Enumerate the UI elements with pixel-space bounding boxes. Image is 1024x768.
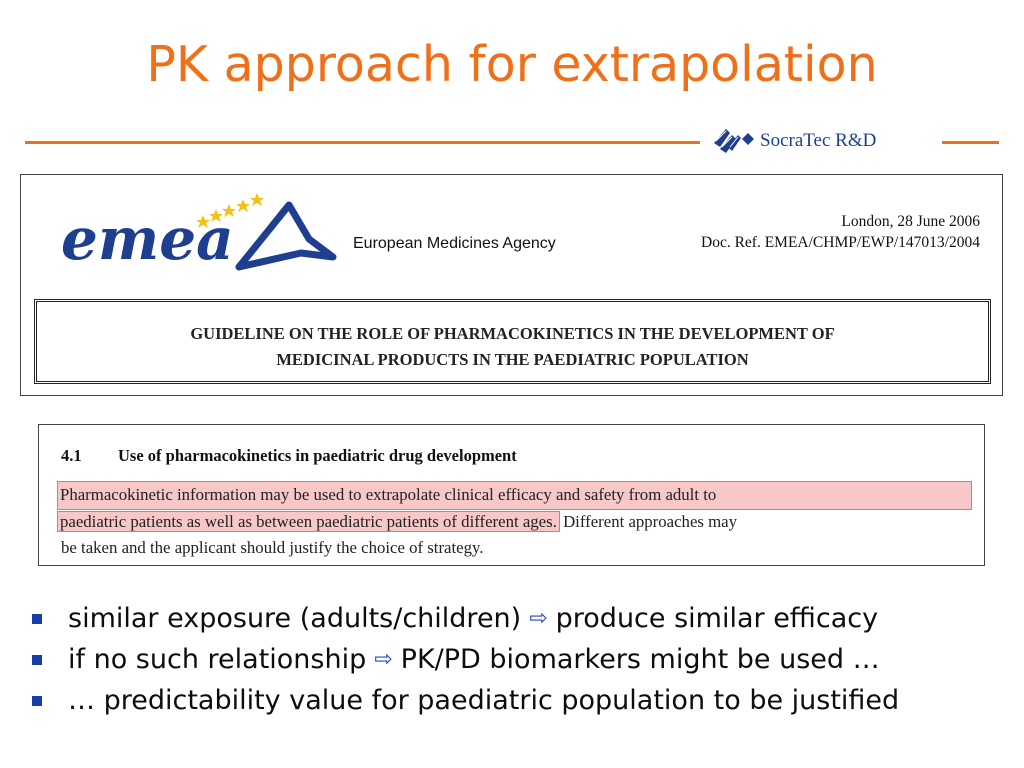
bullet-list	[32, 598, 899, 721]
emea-logo	[61, 187, 356, 287]
guideline-title	[37, 321, 988, 373]
location-date: London, 28 June 2006	[841, 213, 980, 230]
agency-name: European Medicines Agency	[353, 235, 556, 252]
header-rule-left	[25, 141, 700, 144]
socratec-logo-icon	[712, 125, 754, 157]
bullet-item: if no such relationship ⇨ PK/PD biomarkers might be used …	[32, 639, 899, 680]
bullet-square-icon	[32, 696, 42, 706]
doc-reference: Doc. Ref. EMEA/CHMP/EWP/147013/2004	[701, 234, 980, 251]
paragraph-line2-rest: Different approaches may	[563, 511, 738, 531]
brand-name: SocraTec R&D	[760, 130, 877, 151]
guideline-title-line2: MEDICINAL PRODUCTS IN THE PAEDIATRIC POPULATION	[276, 350, 749, 369]
right-arrow-icon: ⇨	[374, 647, 393, 672]
guideline-title-box	[34, 299, 991, 384]
bullet-square-icon	[32, 655, 42, 665]
emea-logo-text: emea	[61, 205, 234, 273]
bullet-item: … predictability value for paediatric population to be justified	[32, 680, 899, 721]
bullet-item: similar exposure (adults/children) ⇨ produce similar efficacy	[32, 598, 899, 639]
document-meta	[701, 211, 980, 253]
emea-document-header	[20, 174, 1003, 396]
guideline-excerpt	[38, 424, 985, 566]
highlighted-text-line1: Pharmacokinetic information may be used to extrapolate clinical efficacy and safety from adult to	[58, 482, 971, 509]
section-heading	[61, 446, 517, 466]
section-title: Use of pharmacokinetics in paediatric drug development	[118, 446, 517, 465]
paragraph-line3: be taken and the applicant should justify the choice of strategy.	[61, 538, 484, 557]
header-rule-right	[942, 141, 999, 144]
socratec-brand	[712, 123, 876, 159]
guideline-title-line1: GUIDELINE ON THE ROLE OF PHARMACOKINETICS IN THE DEVELOPMENT OF	[190, 324, 835, 343]
excerpt-paragraph	[61, 482, 971, 562]
highlighted-text-line2: paediatric patients as well as between paediatric patients of different ages.	[60, 511, 557, 531]
right-arrow-icon: ⇨	[529, 606, 548, 631]
bullet-square-icon	[32, 614, 42, 624]
slide-title: PK approach for extrapolation	[146, 36, 878, 93]
section-number: 4.1	[61, 446, 82, 465]
